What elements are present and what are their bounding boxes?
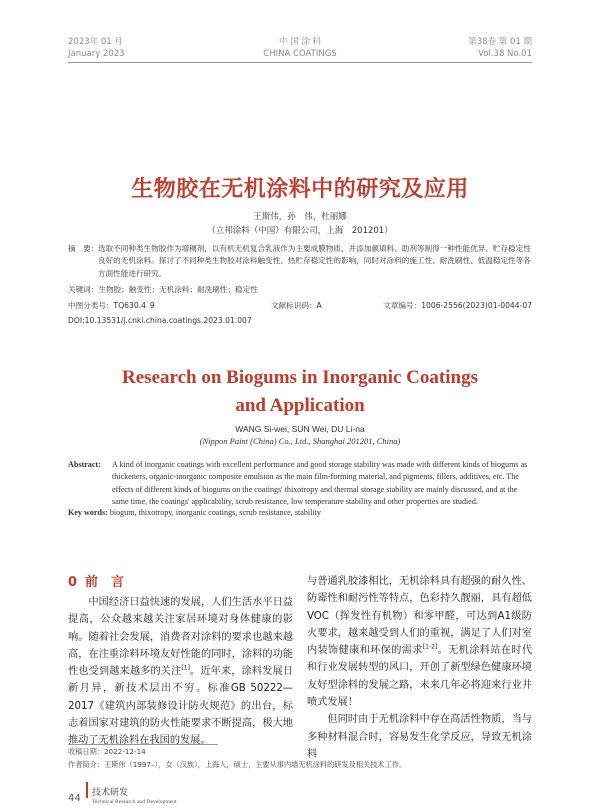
journal-name: [68, 36, 532, 60]
abstract-en: [68, 459, 532, 508]
abstract-cn-text: 选取不同种类生物胶作为增稠剂，以有机无机复合乳液作为主要成膜物质，并添加颜填料、助剂等制得一种性能优异、贮存稳定性良好的无机涂料。探讨了不同种类生物胶对涂料触变性、热贮存稳定性的影响，同时对涂料的施工性、耐洗刷性、低温稳定性等各方面性能进行研究。: [98, 244, 531, 278]
body-column-left: [68, 573, 293, 750]
affiliation-en: (Nippon Paint (China) Co., Ltd., Shanghai 201201, China): [199, 436, 401, 446]
abstract-en-label: Abstract:: [68, 460, 101, 469]
journal-name-cn: 中 国 涂 料: [278, 37, 322, 47]
section-title: 前 言: [85, 575, 125, 590]
volume-info: [468, 36, 532, 60]
abstract-en-text: A kind of inorganic coatings with excellent performance and good storage stability was made with different kinds of biogums as thickeners, organic-inorganic composite emulsion as the main film-forming material, and pigments, fillers, additives, etc. The effects of different kinds of biogums on the coatings' thixotropy and thermal storage stability are mainly discussed, and at the same time, the coatings' applicability, scrub resistance, low temperature stability and other properties are studied.: [112, 460, 528, 506]
document-code: 文献标识码：A: [271, 301, 322, 310]
volume-cn: 第38卷 第 01 期: [468, 37, 532, 47]
title-cn: 生物胶在无机涂料中的研究及应用: [131, 177, 469, 202]
column-name-en: Technical Research and Development: [92, 799, 177, 805]
body-text: 。无机涂料站在时代和行业发展转型的风口，开创了新型绿色健康环境友好型涂料的发展之路，未来几年必将迎来行业井喷式发展！: [307, 645, 533, 709]
footnote-rule: [68, 744, 218, 745]
body-paragraph: [307, 573, 532, 711]
keywords-en-text: biogum, thixotropy, inorganic coatings, scrub resistance, stability: [109, 508, 321, 517]
footnote-author: 作者简介：王斯伟（1997–），女（汉族），上海人，硕士，主要从事内墙无机涂料的研发及相关技术工作。: [68, 760, 407, 769]
body-text: 与普通乳胶漆相比，无机涂料具有超强的耐久性、防霉性和耐污性等特点，色彩持久靓丽，具有超低VOC（挥发性有机物）和零甲醛，可达到A1级防火要求，越来越受到人们的重视，满足了人们对室内装饰健康和环保的需求: [307, 576, 532, 657]
keywords-en-label: Key words:: [68, 508, 108, 517]
title-en: [0, 364, 600, 420]
footer-accent-bar: [86, 782, 88, 798]
body-text: 。近年来，涂料发展日新月异，新技术层出不穷。标准GB 50222—2017《建筑内部装修设计防火规范》的出台，标志着国家对建筑的防火性能要求不断提高，极大地推动了无机涂料在我国的发展。: [68, 666, 294, 747]
page-number: 44: [68, 793, 81, 804]
footnote-received: 收稿日期：2022-12-14: [68, 747, 146, 756]
keywords-en: [68, 508, 532, 517]
classification-row: [68, 300, 532, 312]
section-heading: [68, 573, 293, 593]
keywords-cn: 关键词：生物胶；触变性；无机涂料；耐洗刷性；稳定性: [68, 285, 258, 294]
authors-en: WANG Si-wei, SUN Wei, DU Li-na: [235, 424, 365, 434]
body-column-right: [307, 573, 532, 763]
abstract-cn-label: 摘 要：: [68, 244, 99, 253]
doi: DOI:10.13531/j.cnki.china.coatings.2023.01.007: [68, 316, 252, 325]
body-text: 但同时由于无机涂料中存在高活性物质，当与多种材料混合时，容易发生化学反应，导致无机涂料: [307, 714, 532, 760]
body-text: 中国经济日益快速的发展，人们生活水平日益提高，公众越来越关注家居环境对身体健康的影响。随着社会发展，消费者对涂料的要求也越来越高，在注重涂料环境友好性能的同时，涂料的功能性也受到越来越多的关注: [68, 597, 293, 678]
abstract-cn: [68, 243, 532, 280]
column-name-cn: 技术研发: [92, 788, 129, 798]
article-number: 文章编号：1006-2556(2023)01-0044-07: [383, 301, 532, 310]
title-en-line1: Research on Biogums in Inorganic Coatings: [122, 367, 478, 388]
issue-date-en: January 2023: [68, 49, 125, 59]
citation: [1-2]: [422, 643, 438, 651]
journal-name-en: CHINA COATINGS: [263, 49, 337, 59]
section-number: 0: [68, 575, 78, 590]
affiliation-cn: （立邦涂料（中国）有限公司，上海 201201）: [207, 226, 393, 236]
header-rule: [68, 62, 532, 63]
issue-date-cn: 2023年 01 月: [68, 37, 123, 47]
body-paragraph: [68, 594, 293, 750]
authors-cn: 王斯伟，孙 伟，杜丽娜: [253, 212, 347, 222]
title-en-line2: and Application: [235, 395, 365, 416]
clc-number: 中图分类号：TQ630.4˙9: [68, 301, 155, 310]
citation: [1]: [181, 664, 190, 672]
volume-en: Vol.38 No.01: [478, 49, 532, 59]
